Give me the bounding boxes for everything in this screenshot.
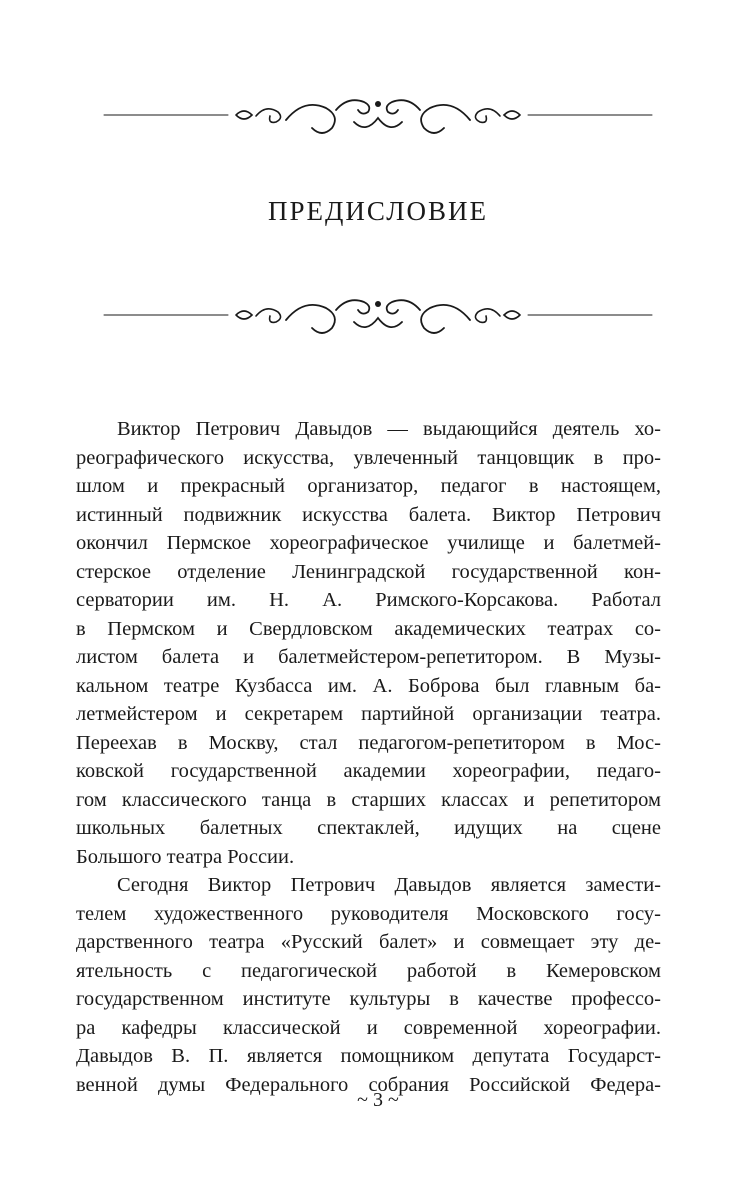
page-title: ПРЕДИСЛОВИЕ [267,196,489,226]
text-line: серватории им. Н. А. Римского-Корсакова. Работал [76,589,661,611]
top-ornament [96,90,660,140]
text-line: гом классического танца в старших классах и репетитором [76,788,661,811]
text-line: Виктор Петрович Давыдов — выдающийся деятель хо- [117,418,661,440]
paragraph-1 [76,415,661,871]
text-line: государственном институте культуры в качестве профессо- [76,988,661,1010]
bottom-ornament [96,290,660,340]
text-line: ра кафедры классической и современной хореографии. [76,1016,661,1039]
text-line: шлом и прекрасный организатор, педагог в настоящем, [76,475,661,497]
text-line: Давыдов В. П. является помощником депутата Государст- [76,1045,661,1067]
text-line: окончил Пермское хореографическое училище и балетмей- [76,532,661,554]
flourish-divider-icon [96,90,660,140]
text-line: школьных балетных спектаклей, идущих на сцене [76,817,661,839]
page-number: ~ 3 ~ [357,1089,399,1111]
body-text [76,415,661,1099]
text-line: дарственного театра «Русский балет» и совмещает эту де- [76,931,661,953]
text-line: листом балета и балетмейстером-репетитором. В Музы- [76,646,661,668]
flourish-divider-icon [96,290,660,340]
text-line: реографического искусства, увлеченный танцовщик в про- [76,446,661,469]
text-line: Большого театра России. [76,845,295,868]
text-line: в Пермском и Свердловском академических театрах со- [76,617,661,640]
paragraph-2 [76,871,661,1099]
text-line: истинный подвижник искусства балета. Виктор Петрович [76,503,661,526]
text-line: телем художественного руководителя Московского госу- [76,902,661,925]
text-line: Переехав в Москву, стал педагогом-репетитором в Мос- [76,731,661,754]
text-line: ковской государственной академии хореографии, педаго- [76,760,661,782]
text-line: ятельность с педагогической работой в Кемеровском [76,959,661,982]
text-line: летмейстером и секретарем партийной организации театра. [76,703,661,725]
text-line: стерское отделение Ленинградской государственной кон- [76,560,661,583]
text-line: кальном театре Кузбасса им. А. Боброва был главным ба- [76,674,661,697]
text-line: Сегодня Виктор Петрович Давыдов является замести- [117,874,661,896]
text-line: венной думы Федерального собрания Российской Федера- [76,1073,661,1096]
